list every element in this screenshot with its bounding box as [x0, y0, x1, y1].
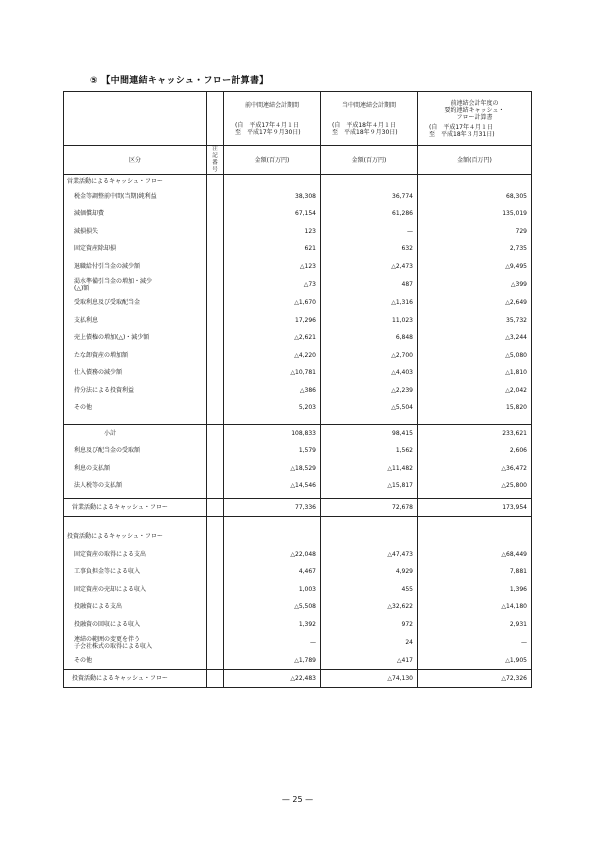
row-label: 退職給付引当金の減少額: [64, 258, 207, 276]
table-row: [64, 364, 532, 382]
row-label: 投融資による支出: [64, 598, 207, 616]
value-cell: 4,467: [224, 563, 321, 581]
value-cell: △2,621: [224, 329, 321, 347]
value-cell: 1,396: [418, 581, 532, 599]
table-row: [64, 563, 532, 581]
value-cell: △4,220: [224, 347, 321, 365]
cash-flow-table: [63, 91, 532, 688]
row-label: その他: [64, 652, 207, 670]
value-cell: 135,019: [418, 205, 532, 223]
value-cell: 67,154: [224, 205, 321, 223]
value-cell: △73: [224, 275, 321, 294]
value-cell: 7,881: [418, 563, 532, 581]
table-row: [64, 652, 532, 670]
value-cell: 1,579: [224, 442, 321, 460]
row-label: 減損損失: [64, 223, 207, 241]
value-cell: 729: [418, 223, 532, 241]
value-cell: 77,336: [224, 499, 321, 517]
header-unit: 金額(百万円): [418, 146, 532, 175]
value-cell: △14,546: [224, 477, 321, 495]
value-cell: 1,392: [224, 616, 321, 634]
header-unit-row: [64, 146, 532, 175]
investing-section-heading: 投資活動によるキャッシュ・フロー: [64, 528, 207, 546]
row-label: 工事負担金等による収入: [64, 563, 207, 581]
value-cell: △14,180: [418, 598, 532, 616]
row-label: 持分法による投資利益: [64, 382, 207, 400]
value-cell: △22,483: [224, 670, 321, 688]
value-cell: 632: [321, 240, 418, 258]
value-cell: △5,504: [321, 399, 418, 417]
period-name: 当中間連結会計期間: [341, 101, 396, 109]
table-row: [64, 477, 532, 495]
row-label: 固定資産の売却による収入: [64, 581, 207, 599]
operating-section-heading: 営業活動によるキャッシュ・フロー: [64, 175, 207, 188]
value-cell: 173,954: [418, 499, 532, 517]
value-cell: 108,833: [224, 425, 321, 443]
value-cell: △3,244: [418, 329, 532, 347]
header-period-row: [64, 92, 532, 146]
value-cell: 1,003: [224, 581, 321, 599]
value-cell: —: [224, 633, 321, 652]
period-range: (自 平成17年４月１日 至 平成17年９月30日): [235, 121, 301, 136]
row-label: 税金等調整前中間(当期)純利益: [64, 188, 207, 206]
table-row: [64, 205, 532, 223]
value-cell: △1,810: [418, 364, 532, 382]
header-unit: 金額(百万円): [321, 146, 418, 175]
value-cell: 98,415: [321, 425, 418, 443]
value-cell: 487: [321, 275, 418, 294]
table-row: [64, 223, 532, 241]
row-label: 固定資産除却損: [64, 240, 207, 258]
value-cell: △68,449: [418, 546, 532, 564]
value-cell: △2,239: [321, 382, 418, 400]
header-period-1: [224, 92, 321, 146]
value-cell: 61,286: [321, 205, 418, 223]
value-cell: 5,203: [224, 399, 321, 417]
row-label: 受取利息及び受取配当金: [64, 294, 207, 312]
value-cell: 15,820: [418, 399, 532, 417]
row-label: たな卸資産の増加額: [64, 347, 207, 365]
table-row: [64, 528, 532, 546]
value-cell: —: [418, 633, 532, 652]
row-label: 渇水準備引当金の増加・減少 (△)額: [64, 275, 207, 294]
value-cell: △47,473: [321, 546, 418, 564]
value-cell: 972: [321, 616, 418, 634]
table-row: [64, 382, 532, 400]
value-cell: △25,800: [418, 477, 532, 495]
header-period-2: [321, 92, 418, 146]
value-cell: △5,508: [224, 598, 321, 616]
operating-total-row: [64, 499, 532, 517]
value-cell: △74,130: [321, 670, 418, 688]
value-cell: △32,622: [321, 598, 418, 616]
value-cell: △123: [224, 258, 321, 276]
table-row: [64, 616, 532, 634]
table-row: [64, 460, 532, 478]
row-label: 固定資産の取得による支出: [64, 546, 207, 564]
table-row: [64, 633, 532, 652]
value-cell: △9,495: [418, 258, 532, 276]
value-cell: △417: [321, 652, 418, 670]
header-period-3: [418, 92, 532, 146]
table-row: [64, 275, 532, 294]
table-row: [64, 399, 532, 417]
row-label: 投資活動によるキャッシュ・フロー: [64, 670, 207, 688]
row-label: 利息及び配当金の受取額: [64, 442, 207, 460]
table-row: [64, 240, 532, 258]
row-label: 仕入債務の減少額: [64, 364, 207, 382]
table-row: [64, 329, 532, 347]
value-cell: 36,774: [321, 188, 418, 206]
table-row: [64, 188, 532, 206]
value-cell: 6,848: [321, 329, 418, 347]
value-cell: △2,042: [418, 382, 532, 400]
value-cell: 17,296: [224, 312, 321, 330]
row-label: 連結の範囲の変更を伴う 子会社株式の取得による収入: [64, 633, 207, 652]
value-cell: △2,700: [321, 347, 418, 365]
value-cell: 4,929: [321, 563, 418, 581]
value-cell: 123: [224, 223, 321, 241]
row-label: 支払利息: [64, 312, 207, 330]
investing-total-row: [64, 670, 532, 688]
value-cell: △10,781: [224, 364, 321, 382]
value-cell: 24: [321, 633, 418, 652]
row-label: 法人税等の支払額: [64, 477, 207, 495]
value-cell: △1,316: [321, 294, 418, 312]
value-cell: —: [321, 223, 418, 241]
value-cell: 11,023: [321, 312, 418, 330]
value-cell: 2,931: [418, 616, 532, 634]
value-cell: 1,562: [321, 442, 418, 460]
value-cell: △22,048: [224, 546, 321, 564]
value-cell: △36,472: [418, 460, 532, 478]
value-cell: △2,473: [321, 258, 418, 276]
header-blank-note: [207, 92, 224, 146]
row-label: 投融資の回収による収入: [64, 616, 207, 634]
value-cell: △11,482: [321, 460, 418, 478]
row-label: 利息の支払額: [64, 460, 207, 478]
value-cell: △386: [224, 382, 321, 400]
value-cell: 72,678: [321, 499, 418, 517]
value-cell: △4,403: [321, 364, 418, 382]
value-cell: △399: [418, 275, 532, 294]
period-name: 前連結会計年度の 要約連結キャッシュ・ フロー計算書: [444, 100, 505, 121]
value-cell: 2,735: [418, 240, 532, 258]
row-label: その他: [64, 399, 207, 417]
header-unit: 金額(百万円): [224, 146, 321, 175]
value-cell: △1,905: [418, 652, 532, 670]
subtotal-row: [64, 425, 532, 443]
table-row: [64, 546, 532, 564]
value-cell: △72,326: [418, 670, 532, 688]
table-row: [64, 258, 532, 276]
period-range: (自 平成17年４月１日 至 平成18年３月31日): [429, 124, 495, 138]
value-cell: △2,649: [418, 294, 532, 312]
row-label: 営業活動によるキャッシュ・フロー: [64, 499, 207, 517]
value-cell: 621: [224, 240, 321, 258]
value-cell: 38,308: [224, 188, 321, 206]
value-cell: 2,606: [418, 442, 532, 460]
value-cell: △5,080: [418, 347, 532, 365]
table-row: [64, 598, 532, 616]
value-cell: 35,732: [418, 312, 532, 330]
table-row: [64, 581, 532, 599]
table-row: [64, 347, 532, 365]
value-cell: △1,789: [224, 652, 321, 670]
value-cell: △18,529: [224, 460, 321, 478]
value-cell: 68,305: [418, 188, 532, 206]
header-blank-label: [64, 92, 207, 146]
value-cell: △15,817: [321, 477, 418, 495]
row-label: 小計: [64, 425, 207, 443]
value-cell: △1,670: [224, 294, 321, 312]
period-range: (自 平成18年４月１日 至 平成18年９月30日): [332, 121, 398, 136]
period-name: 前中間連結会計期間: [244, 101, 299, 109]
header-label-column: 区分: [64, 146, 207, 175]
header-note-column: 注記 番号: [207, 146, 224, 175]
table-row: [64, 442, 532, 460]
value-cell: 233,621: [418, 425, 532, 443]
section-title: ⑤ 【中間連結キャッシュ・フロー計算書】: [90, 76, 269, 86]
row-label: 売上債権の増加(△)・減少額: [64, 329, 207, 347]
table-row: [64, 312, 532, 330]
value-cell: 455: [321, 581, 418, 599]
page-number: — 25 —: [281, 795, 314, 804]
row-label: 減価償却費: [64, 205, 207, 223]
table-row: [64, 294, 532, 312]
